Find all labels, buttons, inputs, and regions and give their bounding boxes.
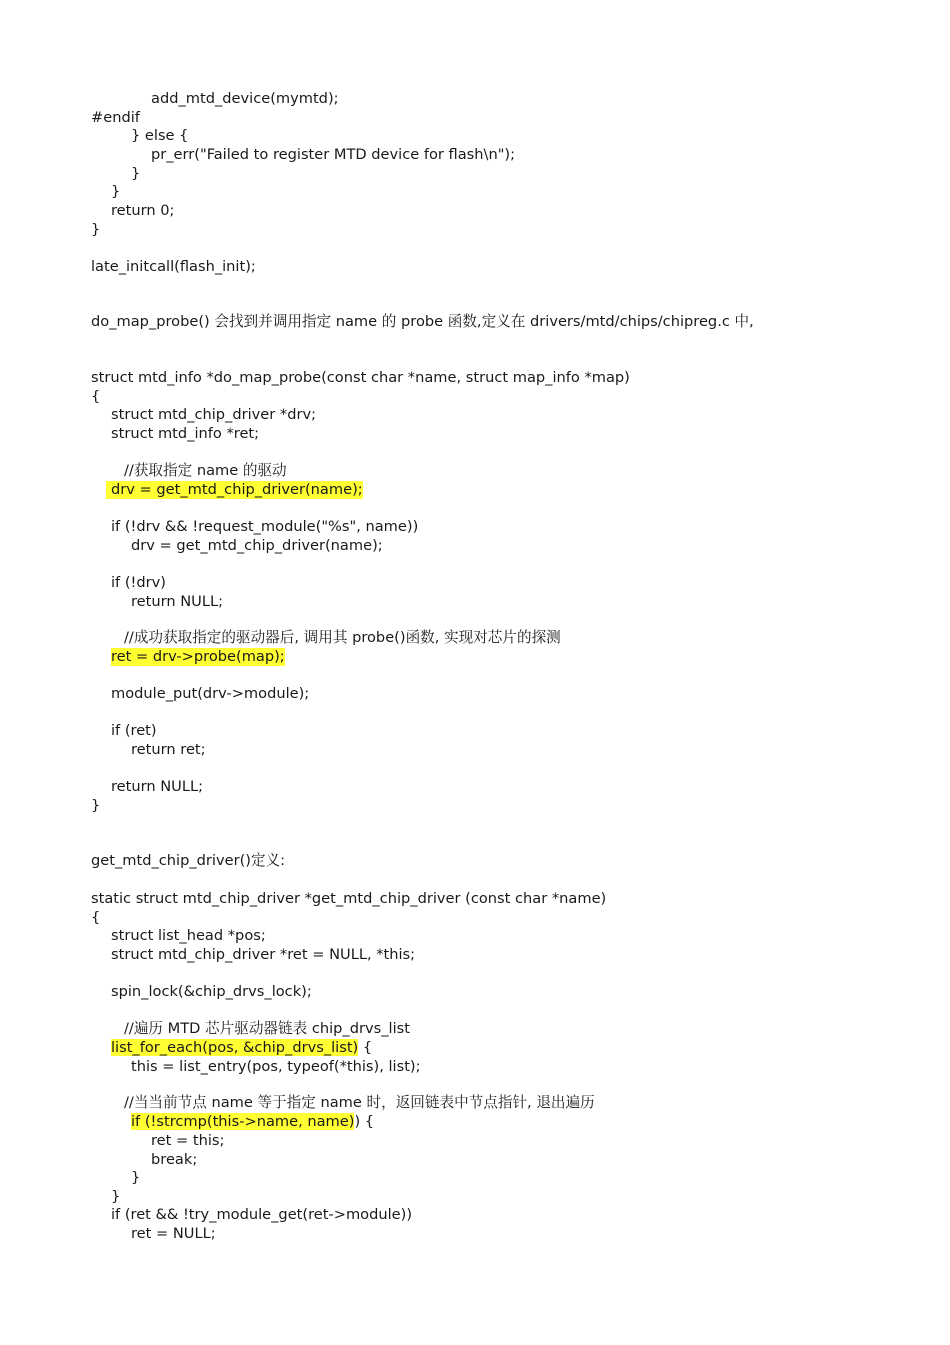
code-line: return 0;: [111, 202, 175, 219]
code-line: static struct mtd_chip_driver *get_mtd_chip_driver (const char *name): [91, 890, 607, 907]
code-line: }: [91, 797, 101, 814]
code-line: if (!drv && !request_module("%s", name)): [111, 518, 419, 535]
code-fragment: ) {: [354, 1113, 375, 1130]
prose-line: do_map_probe() 会找到并调用指定 name 的 probe 函数,定义在 drivers/mtd/chips/chipreg.c 中,: [91, 313, 754, 330]
code-line: struct mtd_info *ret;: [111, 425, 260, 442]
code-line: [111, 1039, 372, 1057]
prose-line: get_mtd_chip_driver()定义:: [91, 852, 286, 869]
code-line: struct mtd_chip_driver *ret = NULL, *this;: [111, 946, 416, 963]
code-comment: //当当前节点 name 等于指定 name 时，返回链表中节点指针, 退出遍历: [124, 1094, 595, 1111]
code-line: ret = this;: [151, 1132, 225, 1149]
code-line: }: [111, 183, 121, 200]
code-line: return NULL;: [131, 593, 224, 610]
code-line: if (!drv): [111, 574, 166, 591]
code-line: drv = get_mtd_chip_driver(name);: [131, 537, 383, 554]
code-line: if (ret): [111, 722, 157, 739]
code-line: pr_err("Failed to register MTD device for flash\n");: [151, 146, 516, 163]
highlighted-code-fragment: list_for_each(pos, &chip_drvs_list): [111, 1039, 359, 1056]
code-line: }: [131, 165, 141, 182]
code-comment: //成功获取指定的驱动器后, 调用其 probe()函数, 实现对芯片的探测: [124, 629, 561, 646]
code-line: return ret;: [131, 741, 206, 758]
highlighted-code-fragment: if (!strcmp(this->name, name): [131, 1113, 355, 1130]
highlighted-code-line: ret = drv->probe(map);: [111, 648, 285, 665]
code-line: ret = NULL;: [131, 1225, 216, 1242]
code-line: }: [131, 1169, 141, 1186]
code-comment: //遍历 MTD 芯片驱动器链表 chip_drvs_list: [124, 1020, 410, 1037]
code-comment: //获取指定 name 的驱动: [124, 462, 287, 479]
code-line: this = list_entry(pos, typeof(*this), list);: [131, 1058, 421, 1075]
code-line: #endif: [91, 109, 140, 126]
code-line: return NULL;: [111, 778, 204, 795]
code-line: module_put(drv->module);: [111, 685, 310, 702]
code-line: }: [91, 221, 101, 238]
code-line: [131, 1113, 374, 1131]
code-line: struct mtd_info *do_map_probe(const char *name, struct map_info *map): [91, 369, 630, 386]
code-line: } else {: [131, 127, 189, 144]
code-fragment: {: [358, 1039, 373, 1056]
code-line: {: [91, 909, 101, 926]
code-line: spin_lock(&chip_drvs_lock);: [111, 983, 312, 1000]
code-line: struct mtd_chip_driver *drv;: [111, 406, 317, 423]
code-line: break;: [151, 1151, 198, 1168]
highlighted-code-line: drv = get_mtd_chip_driver(name);: [106, 481, 363, 499]
code-line: {: [91, 388, 101, 405]
code-line: if (ret && !try_module_get(ret->module)): [111, 1206, 413, 1223]
code-line: add_mtd_device(mymtd);: [151, 90, 339, 107]
code-line: late_initcall(flash_init);: [91, 258, 256, 275]
code-line: struct list_head *pos;: [111, 927, 266, 944]
code-line: }: [111, 1188, 121, 1205]
